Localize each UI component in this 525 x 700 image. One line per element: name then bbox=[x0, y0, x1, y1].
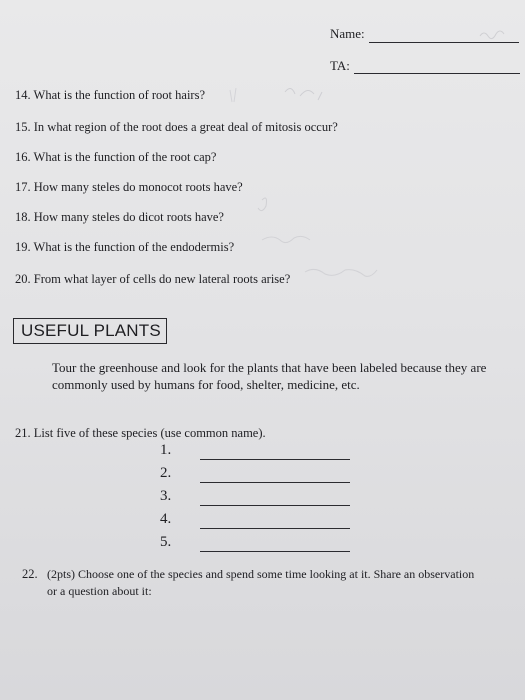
list-item-number: 2. bbox=[160, 465, 172, 481]
list-item-number: 1. bbox=[160, 442, 172, 458]
section-intro: Tour the greenhouse and look for the plants that have been labeled because they are commonly used by humans for food, shelter, medicine, etc. bbox=[52, 360, 487, 392]
question-22-text-line1: (2pts) Choose one of the species and spend some time looking at it. Share an observation bbox=[47, 567, 475, 581]
question-14: 14. What is the function of root hairs? bbox=[15, 88, 206, 102]
ta-label: TA: bbox=[330, 58, 350, 73]
question-18: 18. How many steles do dicot roots have? bbox=[15, 210, 224, 224]
list-item-number: 3. bbox=[160, 488, 172, 504]
question-16: 16. What is the function of the root cap? bbox=[15, 150, 217, 164]
list-item-number: 4. bbox=[160, 511, 172, 527]
list-item-number: 5. bbox=[160, 534, 172, 550]
question-22-number: 22. bbox=[22, 567, 38, 581]
question-17: 17. How many steles do monocot roots have? bbox=[15, 180, 243, 194]
name-label: Name: bbox=[330, 26, 365, 41]
question-21: 21. List five of these species (use common name). bbox=[15, 426, 266, 440]
question-15: 15. In what region of the root does a great deal of mitosis occur? bbox=[15, 120, 338, 134]
section-title: USEFUL PLANTS bbox=[21, 321, 161, 340]
question-20: 20. From what layer of cells do new lateral roots arise? bbox=[15, 272, 291, 286]
question-22-text-line2: or a question about it: bbox=[47, 584, 152, 598]
question-19: 19. What is the function of the endodermis? bbox=[15, 240, 235, 254]
